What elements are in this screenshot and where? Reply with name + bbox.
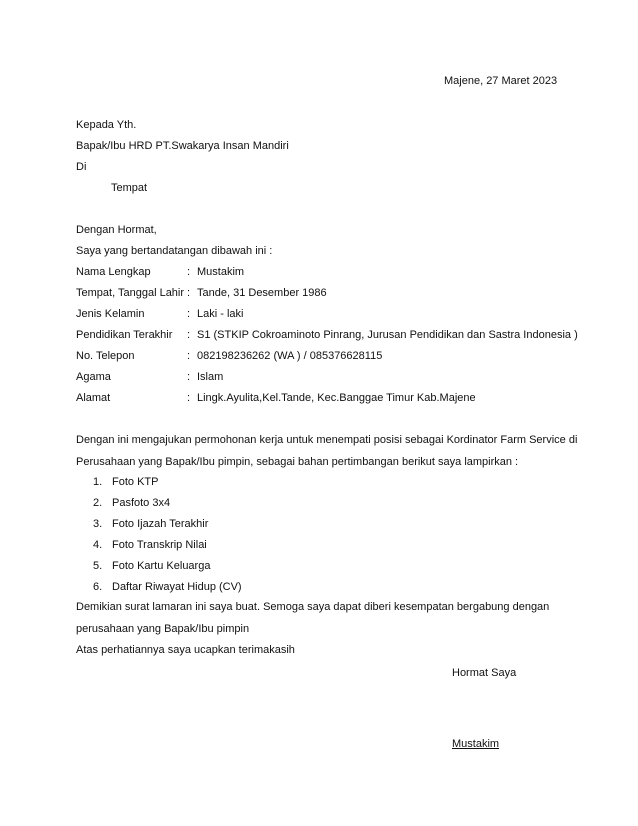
list-item: Foto Ijazah Terakhir [112,518,209,530]
field-label-birth: Tempat, Tanggal Lahir [76,287,185,299]
list-item-number: 2. [93,497,103,509]
list-item: Foto KTP [112,476,159,488]
recipient-line-1: Kepada Yth. [76,119,137,131]
field-colon: : [187,329,191,341]
list-item-number: 6. [93,581,103,593]
field-value-name: Mustakim [197,266,245,278]
field-colon: : [187,350,191,362]
list-item-number: 5. [93,560,103,572]
place-date: Majene, 27 Maret 2023 [444,75,558,87]
list-item: Daftar Riwayat Hidup (CV) [112,581,242,593]
recipient-line-3: Di [76,161,87,173]
list-item-number: 4. [93,539,103,551]
list-item: Pasfoto 3x4 [112,497,171,509]
field-label-gender: Jenis Kelamin [76,308,145,320]
field-colon: : [187,308,191,320]
paragraph-3: Atas perhatiannya saya ucapkan terimakasih [76,644,295,656]
signature-name: Mustakim [452,738,500,750]
field-label-address: Alamat [76,392,111,404]
intro-text: Saya yang bertandatangan dibawah ini : [76,245,273,257]
field-colon: : [187,266,191,278]
paragraph-1-line-1: Dengan ini mengajukan permohonan kerja untuk menempati posisi sebagai Kordinator Farm Service di [76,434,578,446]
recipient-line-2: Bapak/Ibu HRD PT.Swakarya Insan Mandiri [76,140,289,152]
closing-salutation: Hormat Saya [452,667,517,679]
list-item: Foto Transkrip Nilai [112,539,207,551]
field-label-name: Nama Lengkap [76,266,151,278]
greeting: Dengan Hormat, [76,224,157,236]
paragraph-2-line-2: perusahaan yang Bapak/Ibu pimpin [76,623,250,635]
field-colon: : [187,392,191,404]
field-colon: : [187,287,191,299]
paragraph-1-line-2: Perusahaan yang Bapak/Ibu pimpin, sebagai bahan pertimbangan berikut saya lampirkan : [76,456,519,468]
list-item-number: 3. [93,518,103,530]
field-label-phone: No. Telepon [76,350,135,362]
field-value-birth: Tande, 31 Desember 1986 [197,287,327,299]
paragraph-2-line-1: Demikian surat lamaran ini saya buat. Semoga saya dapat diberi kesempatan bergabung dengan [76,601,550,613]
field-colon: : [187,371,191,383]
list-item: Foto Kartu Keluarga [112,560,211,572]
field-value-religion: Islam [197,371,224,383]
recipient-line-4: Tempat [111,182,148,194]
list-item-number: 1. [93,476,103,488]
field-value-gender: Laki - laki [197,308,244,320]
field-value-education: S1 (STKIP Cokroaminoto Pinrang, Jurusan Pendidikan dan Sastra Indonesia ) [197,329,578,341]
field-label-religion: Agama [76,371,111,383]
field-label-education: Pendidikan Terakhir [76,329,173,341]
field-value-address: Lingk.Ayulita,Kel.Tande, Kec.Banggae Timur Kab.Majene [197,392,476,404]
field-value-phone: 082198236262 (WA ) / 085376628115 [197,350,383,362]
